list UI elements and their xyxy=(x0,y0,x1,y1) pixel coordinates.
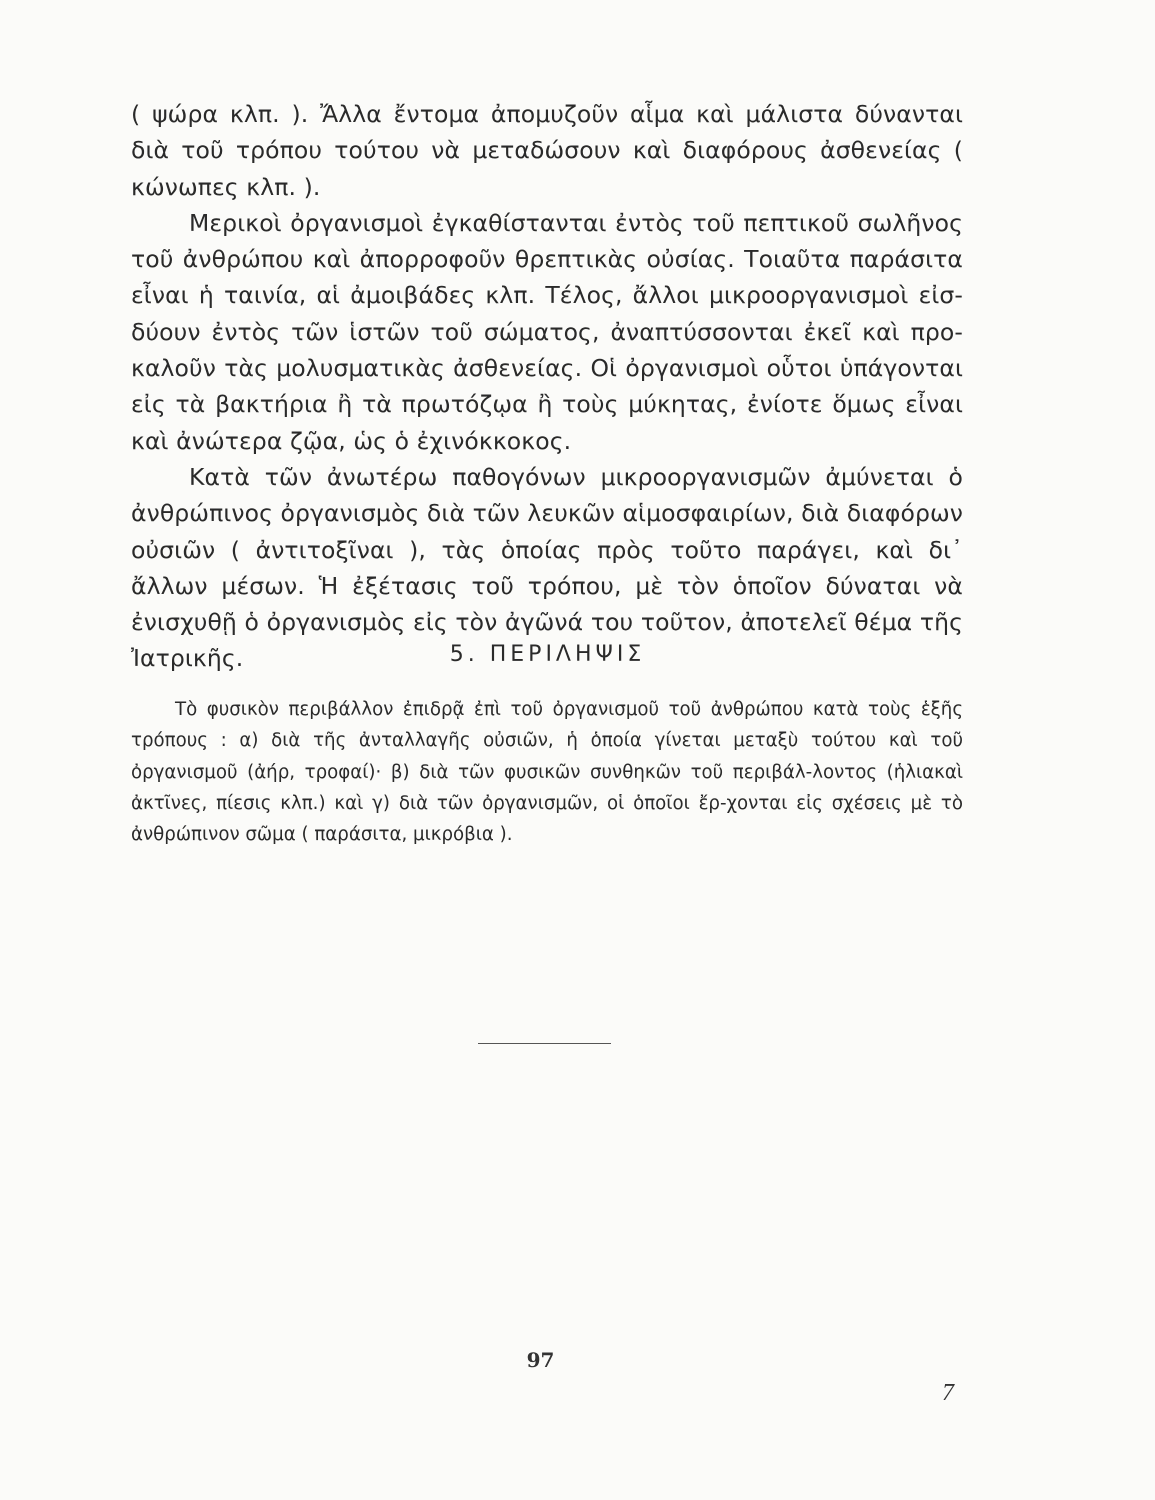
summary-block xyxy=(131,694,963,850)
paragraph-defense: Κατὰ τῶν ἀνωτέρω παθογόνων μικροοργανισμῶν ἀμύνεται ὁ ἀνθρώπινος ὀργανισμὸς διὰ τῶν λευκῶν αἱμοσφαιρίων, διὰ διαφόρων οὐσιῶν ( ἀντιτοξῖναι ), τὰς ὁποίας πρὸς τοῦτο παράγει, καὶ δι᾽ ἄλλων μέσων. Ἡ ἐξέτασις τοῦ τρόπου, μὲ τὸν ὁποῖον δύναται νὰ ἐνισχυθῇ ὁ ὀργανισμὸς εἰς τὸν ἀγῶνά του τοῦτον, ἀποτελεῖ θέμα τῆς Ἰατρικῆς. xyxy=(131,462,964,673)
summary-text: Τὸ φυσικὸν περιβάλλον ἐπιδρᾷ ἐπὶ τοῦ ὀργανισμοῦ τοῦ ἀνθρώπου κατὰ τοὺς ἑξῆς τρόπους : α) διὰ τῆς ἀνταλλαγῆς οὐσιῶν, ἡ ὁποία γίνεται μεταξὺ τούτου καὶ τοῦ ὀργανισμοῦ (ἀήρ, τροφαί)· β) διὰ τῶν φυσικῶν συνθηκῶν τοῦ περιβάλ-λοντος (ἡλιακαὶ ἀκτῖνες, πίεσις κλπ.) καὶ γ) διὰ τῶν ὀργανισμῶν, οἱ ὁποῖοι ἔρ-χονται εἰς σχέσεις μὲ τὸ ἀνθρώπινον σῶμα ( παράσιτα, μικρόβια ). xyxy=(131,699,963,846)
page-number: 97 xyxy=(526,1348,555,1372)
signature-mark: 7 xyxy=(942,1380,954,1406)
section-divider xyxy=(478,1043,611,1044)
paragraph-continuation: ( ψώρα κλπ. ). Ἄλλα ἔντομα ἀπομυζοῦν αἷμα καὶ μάλιστα δύνανται διὰ τοῦ τρόπου τούτου νὰ μεταδώσουν καὶ διαφόρους ἀσθενείας ( κώνωπες κλπ. ). xyxy=(131,100,963,201)
paragraph-organisms: Μερικοὶ ὀργανισμοὶ ἐγκαθίστανται ἐντὸς τοῦ πεπτικοῦ σωλῆνος τοῦ ἀνθρώπου καὶ ἀπορροφοῦν θρεπτικὰς οὐσίας. Τοιαῦτα παράσιτα εἶναι ἡ ταινία, αἱ ἀμοιβάδες κλπ. Τέλος, ἄλλοι μικροοργανισμοὶ εἰσ-δύουν ἐντὸς τῶν ἱστῶν τοῦ σώματος, ἀναπτύσσονται ἐκεῖ καὶ προ-καλοῦν τὰς μολυσματικὰς ἀσθενείας. Οἱ ὀργανισμοὶ οὗτοι ὑπάγονται εἰς τὰ βακτήρια ἢ τὰ πρωτόζῳα ἢ τοὺς μύκητας, ἐνίοτε ὅμως εἶναι καὶ ἀνώτερα ζῷα, ὡς ὁ ἐχινόκκοκος. xyxy=(131,208,963,455)
section-title: 5. ΠΕΡΙΛΗΨΙΣ xyxy=(449,642,646,667)
main-text xyxy=(131,96,963,677)
